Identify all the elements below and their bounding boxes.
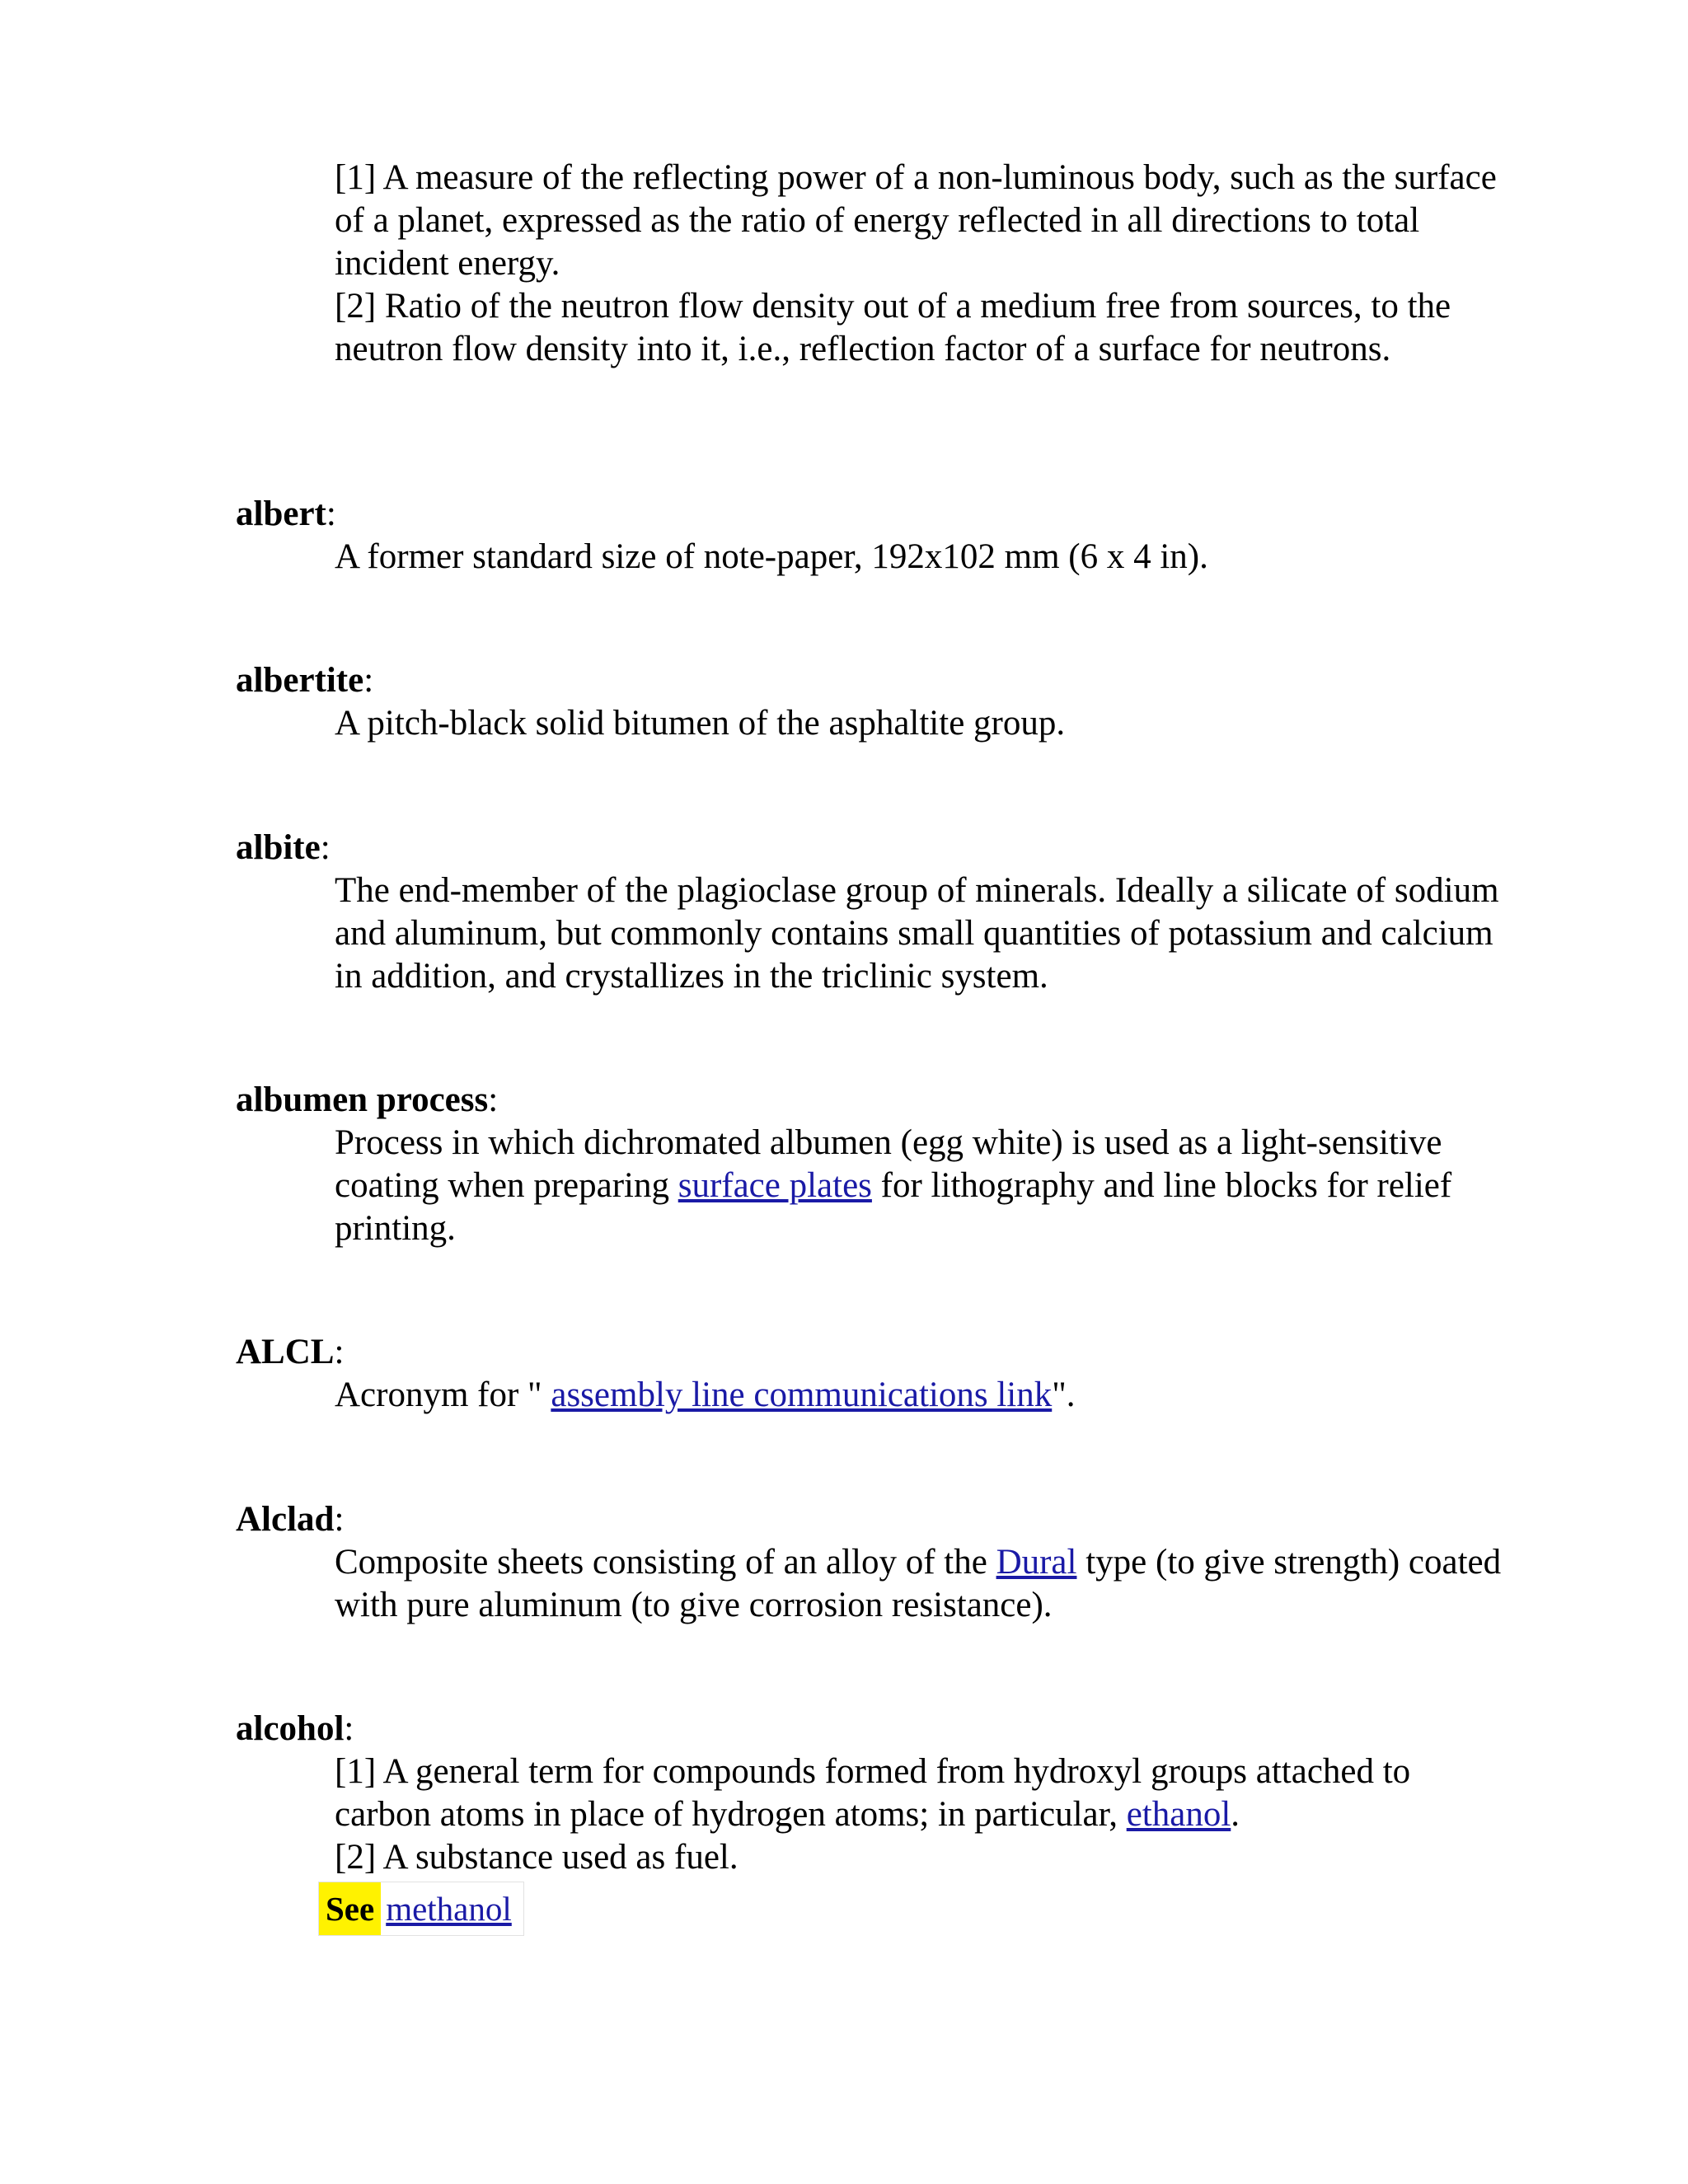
definition-text: Acronym for " [335,1376,551,1414]
see-label: See [319,1882,381,1935]
definition-text: type (to give strength) coated with pure aluminum (to give corrosion resistance). [335,1543,1502,1624]
entry-albumen-process [236,1079,1505,1250]
term: ALCL [236,1333,335,1371]
entry-alcl [236,1331,1505,1417]
definition-text: Process in which dichromated albumen (egg white) is used as a light-sensitive coating when preparing [335,1123,1442,1205]
term: albite [236,828,321,867]
definition [335,1541,1505,1627]
see-also-box [318,1882,524,1936]
definition [335,157,1505,371]
term-colon: : [326,494,336,533]
ethanol-link[interactable]: ethanol [1126,1795,1231,1834]
definition: The end-member of the plagioclase group of minerals. Ideally a silicate of sodium and aluminum, but commonly contains small quantities of potassium and calcium in addition, and crystallizes in the triclinic system. [335,871,1499,996]
entry-albert [236,493,1505,579]
definition: A former standard size of note-paper, 192x102 mm (6 x 4 in). [335,537,1208,576]
term-colon: : [334,1500,345,1539]
term-line [236,659,1505,702]
definition-1: [1] A measure of the reflecting power of a non-luminous body, such as the surface of a planet, expressed as the ratio of energy reflected in all directions to total incident energy. [335,158,1497,283]
definition-text: [1] A general term for compounds formed from hydroxyl groups attached to carbon atoms in place of hydrogen atoms; in particular, [335,1752,1411,1834]
definition [335,1750,1505,1879]
definition: A pitch-black solid bitumen of the asphaltite group. [335,704,1066,743]
term-line [236,1708,1505,1750]
term: Alclad [236,1500,335,1539]
term-line [236,1331,1505,1374]
methanol-link[interactable]: methanol [386,1890,512,1928]
term-line [236,827,1505,869]
entry-alcohol [236,1708,1505,1879]
surface-plates-link[interactable]: surface plates [678,1166,872,1205]
term-line [236,1498,1505,1541]
definition-text: ". [1052,1376,1076,1414]
definition-text: Composite sheets consisting of an alloy of the [335,1543,996,1582]
definition-text: . [1231,1795,1240,1834]
term-colon: : [320,828,331,867]
definition-2: [2] A substance used as fuel. [335,1838,738,1877]
dural-link[interactable]: Dural [996,1543,1077,1582]
definition-1 [335,1750,1505,1836]
term: albumen process [236,1080,489,1119]
term: albert [236,494,326,533]
entry-albertite [236,659,1505,745]
term-colon: : [363,661,374,700]
term-line [236,1079,1505,1122]
definition-text: for lithography and line blocks for relief printing. [335,1166,1452,1248]
term-colon: : [334,1333,345,1371]
term: alcohol [236,1709,345,1748]
entry-continued [236,157,1505,371]
term-colon: : [488,1080,499,1119]
definition [335,1374,1505,1417]
term: albertite [236,661,364,700]
definition-2: [2] Ratio of the neutron flow density out of a medium free from sources, to the neutron flow density into it, i.e., reflection factor of a surface for neutrons. [335,287,1451,368]
entry-albite [236,827,1505,998]
assembly-line-communications-link-link[interactable]: assembly line communications link [551,1376,1053,1414]
term-line [236,493,1505,536]
term-colon: : [344,1709,354,1748]
entry-alclad [236,1498,1505,1627]
definition [335,1122,1505,1250]
